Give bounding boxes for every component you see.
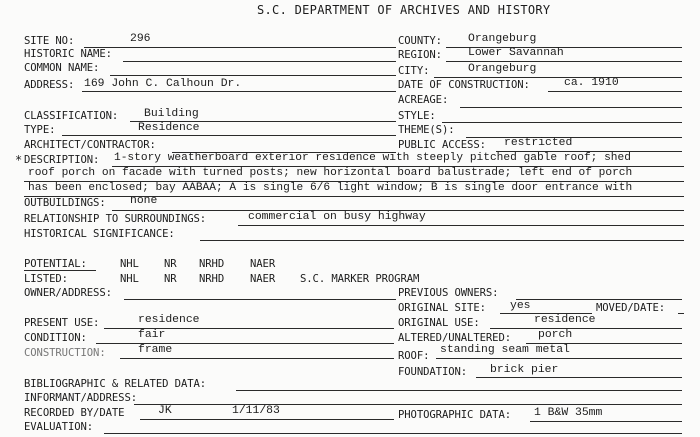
address-value: 169 John C. Calhoun Dr. — [84, 78, 242, 90]
style-label: STYLE: — [398, 110, 436, 122]
foundation-label: FOUNDATION: — [398, 366, 468, 378]
historical-significance-line — [200, 240, 684, 241]
present-use-value: residence — [138, 314, 200, 326]
sc-marker-program-option[interactable]: S.C. MARKER PROGRAM — [300, 273, 420, 285]
condition-label: CONDITION: — [24, 332, 87, 344]
historic-name-line — [123, 61, 396, 62]
recorded-by-date: 1/11/83 — [232, 405, 280, 417]
region-value: Lower Savannah — [468, 47, 564, 59]
date-of-construction-value: ca. 1910 — [564, 77, 619, 89]
original-use-value: residence — [534, 314, 596, 326]
original-use-line — [490, 328, 682, 329]
construction-line — [120, 358, 394, 359]
description-line-2: roof porch on facade with turned posts; new horizontal board balustrade; left end of porch — [28, 167, 633, 179]
altered-value: porch — [538, 329, 573, 341]
altered-label: ALTERED/UNALTERED: — [398, 332, 512, 344]
roof-line — [436, 358, 682, 359]
description-line-3: has been enclosed; bay AABAA; A is single 6/6 light window; B is single door entrance with — [28, 182, 633, 194]
owner-address-label: OWNER/ADDRESS: — [24, 287, 112, 299]
condition-value: fair — [138, 329, 166, 341]
listed-option-nrhd[interactable]: NRHD — [199, 273, 225, 285]
themes-label: THEME(S): — [398, 124, 455, 136]
city-label: CITY: — [398, 65, 430, 77]
moved-date-line — [678, 313, 684, 314]
city-line — [434, 77, 682, 78]
potential-option-nhl[interactable]: NHL — [120, 258, 139, 270]
type-line — [62, 135, 396, 136]
style-line — [442, 122, 682, 123]
acreage-line — [460, 107, 682, 108]
moved-date-label: MOVED/DATE: — [596, 302, 666, 314]
form-title: S.C. DEPARTMENT OF ARCHIVES AND HISTORY — [257, 3, 551, 17]
common-name-label: COMMON NAME: — [24, 62, 100, 74]
city-value: Orangeburg — [468, 63, 537, 75]
outbuildings-value: none — [130, 195, 158, 207]
site-no-label: SITE NO: — [24, 35, 75, 47]
historical-significance-label: HISTORICAL SIGNIFICANCE: — [24, 228, 175, 240]
original-use-label: ORIGINAL USE: — [398, 317, 480, 329]
site-no-value: 296 — [130, 33, 151, 45]
recorded-by-label: RECORDED BY/DATE — [24, 407, 125, 419]
potential-option-naer[interactable]: NAER — [250, 258, 276, 270]
potential-line — [24, 270, 96, 271]
potential-option-nr[interactable]: NR — [164, 258, 177, 270]
address-line — [82, 91, 396, 92]
construction-value: frame — [138, 344, 173, 356]
region-label: REGION: — [398, 49, 442, 61]
date-of-construction-line — [548, 91, 682, 92]
site-no-line — [84, 47, 396, 48]
relationship-line — [238, 225, 684, 226]
description-label: DESCRIPTION: — [24, 154, 100, 166]
type-value: Residence — [138, 122, 200, 134]
bibliographic-label: BIBLIOGRAPHIC & RELATED DATA: — [24, 378, 207, 390]
construction-label: CONSTRUCTION: — [24, 347, 106, 359]
description-asterisk: * — [15, 153, 23, 167]
recorded-by-line — [140, 419, 394, 420]
classification-value: Building — [144, 108, 199, 120]
address-label: ADDRESS: — [24, 79, 75, 91]
previous-owners-label: PREVIOUS OWNERS: — [398, 287, 499, 299]
previous-owners-line — [516, 299, 682, 300]
bibliographic-line — [236, 390, 682, 391]
potential-option-nrhd[interactable]: NRHD — [199, 258, 225, 270]
region-line — [446, 61, 682, 62]
roof-label: ROOF: — [398, 350, 430, 362]
outbuildings-label: OUTBUILDINGS: — [24, 197, 106, 209]
informant-label: INFORMANT/ADDRESS: — [24, 392, 138, 404]
historic-name-label: HISTORIC NAME: — [24, 48, 112, 60]
listed-label: LISTED: — [24, 273, 68, 285]
potential-label: POTENTIAL: — [24, 258, 87, 270]
informant-line — [134, 404, 682, 405]
photographic-data-value: 1 B&W 35mm — [534, 407, 603, 419]
roof-value: standing seam metal — [440, 344, 570, 356]
listed-option-nhl[interactable]: NHL — [120, 273, 139, 285]
listed-option-nr[interactable]: NR — [164, 273, 177, 285]
relationship-value: commercial on busy highway — [248, 211, 426, 223]
classification-label: CLASSIFICATION: — [24, 110, 119, 122]
owner-address-line — [124, 299, 396, 300]
present-use-label: PRESENT USE: — [24, 317, 100, 329]
type-label: TYPE: — [24, 124, 56, 136]
original-site-value: yes — [510, 300, 531, 312]
public-access-label: PUBLIC ACCESS: — [398, 139, 486, 151]
acreage-label: ACREAGE: — [398, 94, 449, 106]
recorded-by-name: JK — [158, 405, 172, 417]
photographic-data-line — [530, 421, 682, 422]
county-label: COUNTY: — [398, 35, 442, 47]
description-rule-3 — [24, 196, 684, 197]
evaluation-label: EVALUATION: — [24, 421, 94, 433]
date-of-construction-label: DATE OF CONSTRUCTION: — [398, 79, 530, 91]
evaluation-line — [104, 433, 682, 434]
listed-option-naer[interactable]: NAER — [250, 273, 276, 285]
architect-label: ARCHITECT/CONTRACTOR: — [24, 139, 156, 151]
common-name-line — [110, 75, 396, 76]
original-site-label: ORIGINAL SITE: — [398, 302, 486, 314]
foundation-value: brick pier — [490, 364, 559, 376]
foundation-line — [476, 377, 682, 378]
description-line-1: 1-story weatherboard exterior residence with steeply pitched gable roof; shed — [114, 152, 631, 164]
photographic-data-label: PHOTOGRAPHIC DATA: — [398, 409, 512, 421]
relationship-label: RELATIONSHIP TO SURROUNDINGS: — [24, 213, 207, 225]
themes-line — [466, 137, 682, 138]
county-value: Orangeburg — [468, 33, 537, 45]
public-access-value: restricted — [504, 137, 573, 149]
